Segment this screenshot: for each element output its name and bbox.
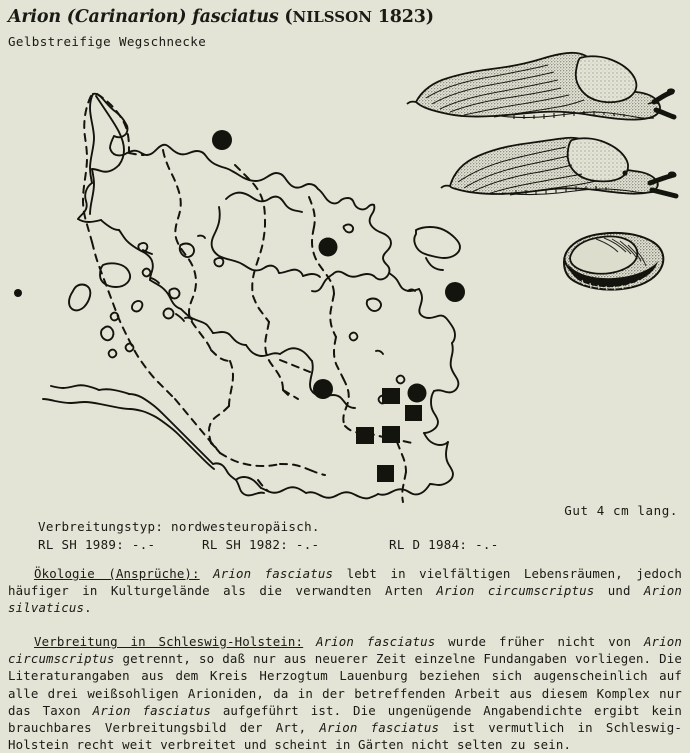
ecology-heading: Ökologie (Ansprüche): bbox=[34, 566, 200, 581]
record-circle bbox=[212, 130, 232, 150]
slug-illustration-2 bbox=[440, 130, 685, 205]
distribution-species-1: Arion fasciatus bbox=[315, 634, 436, 649]
distribution-species-4: Arion fasciatus bbox=[319, 720, 440, 736]
ecology-text-1 bbox=[200, 566, 213, 581]
ecology-paragraph bbox=[8, 565, 682, 617]
ecology-text-2: lebt in vielfältigen Lebensräumen, jedoch häufiger in Kulturgelände als die verwandten Arten bbox=[8, 566, 682, 599]
distribution-species-2: Arion circumscriptus bbox=[8, 634, 682, 667]
page-title bbox=[8, 7, 434, 27]
record-square bbox=[382, 426, 400, 443]
distribution-text-4: aufgeführt ist. Die ungenügende Angabendichte ergibt kein brauchbares Verbreitungsbild der Art, bbox=[8, 702, 682, 736]
distribution-text-1 bbox=[303, 634, 316, 649]
ecology-species-2: Arion circumscriptus bbox=[436, 583, 595, 599]
slug-lateral-extended-icon bbox=[404, 40, 684, 135]
header bbox=[8, 7, 434, 50]
record-circle bbox=[319, 238, 338, 257]
title-authority bbox=[284, 7, 433, 27]
distribution-type-value: nordwesteuropäisch. bbox=[171, 519, 320, 534]
distribution-type-row bbox=[38, 518, 499, 536]
map-square-markers bbox=[356, 388, 422, 482]
map-record-markers bbox=[14, 130, 465, 482]
red-list-row bbox=[38, 536, 499, 554]
record-square bbox=[382, 388, 400, 404]
slug-contracted-icon bbox=[556, 228, 668, 294]
map-island-dot bbox=[14, 289, 22, 297]
authority-name: NILSSON bbox=[292, 8, 372, 26]
distribution-paragraph bbox=[8, 633, 682, 753]
slug-illustration-1 bbox=[404, 40, 684, 135]
ecology-species-1: Arion fasciatus bbox=[213, 566, 334, 581]
distribution-text-5: ist vermutlich in Schleswig-Holstein recht weit verbreitet und scheint in Gärten nicht selten zu sein. bbox=[8, 720, 682, 753]
slug-lateral-second-icon bbox=[440, 130, 685, 205]
title-genus: Arion bbox=[8, 7, 61, 27]
record-square bbox=[377, 465, 394, 482]
distribution-type-label: Verbreitungstyp: bbox=[38, 519, 164, 534]
rl-d-1984: RL D 1984: -.- bbox=[389, 537, 499, 552]
scale-note: Gut 4 cm lang. bbox=[564, 503, 678, 518]
ecology-text-3: und bbox=[594, 583, 644, 599]
authority-open-paren: ( bbox=[284, 7, 293, 27]
rl-sh-1989: RL SH 1989: -.- bbox=[38, 537, 156, 552]
record-square bbox=[405, 405, 422, 421]
distribution-species-3: Arion fasciatus bbox=[92, 702, 211, 718]
title-subgenus: (Carinarion) bbox=[66, 7, 187, 27]
rl-sh-1982: RL SH 1982: -.- bbox=[202, 537, 320, 552]
authority-close-paren: ) bbox=[425, 7, 434, 27]
record-circle bbox=[408, 384, 427, 403]
record-square bbox=[356, 427, 374, 444]
ecology-text-4: . bbox=[84, 600, 92, 616]
slug-illustration-3 bbox=[556, 228, 668, 294]
distribution-text-3: getrennt, so daß nur aus neuerer Zeit einzelne Fundangaben vorliegen. Die Literaturangaben aus dem Kreis Herzogtum Lauenburg beziehen sich augenscheinlich auf alle drei weißsohligen Arioniden, da in der betreffenden Arbeit aus diesem Komplex nur das Taxon bbox=[8, 651, 682, 718]
distribution-text-2: wurde früher nicht von bbox=[435, 634, 644, 649]
ecology-species-3: Arion silvaticus bbox=[8, 583, 682, 616]
title-species: fasciatus bbox=[192, 7, 279, 27]
meta-block bbox=[38, 518, 499, 554]
record-circle bbox=[313, 379, 333, 399]
distribution-heading: Verbreitung in Schleswig-Holstein: bbox=[34, 634, 304, 649]
record-circle bbox=[445, 282, 465, 302]
authority-year: 1823 bbox=[377, 7, 426, 27]
common-name: Gelbstreifige Wegschnecke bbox=[8, 34, 207, 50]
map-circle-markers bbox=[212, 130, 465, 403]
